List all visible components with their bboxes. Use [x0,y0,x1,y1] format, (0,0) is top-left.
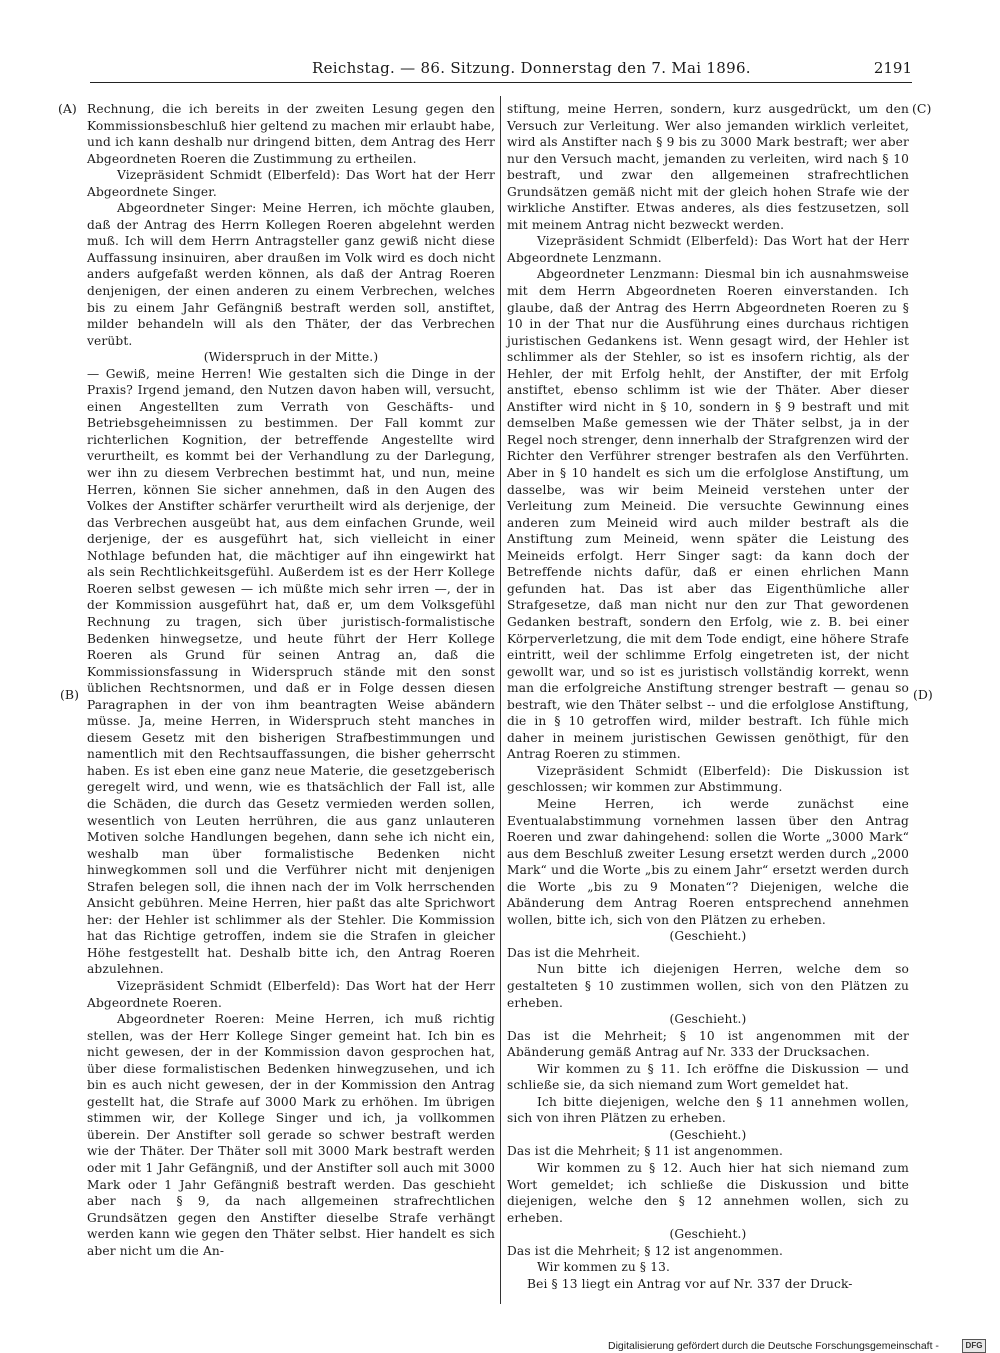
page-header [90,58,912,80]
paragraph: Meine Herren, ich werde zunächst eine Eventualabstimmung vornehmen lassen über den Antrag Roeren und zwar dahingehend: sollen die Worte „3000 Mark“ aus dem Beschluß zweiter Lesung ersetzt werden durch „2000 Mark“ und die Worte „bis zu einem Jahr“ ersetzt werden durch die Worte „bis zu 9 Monaten“? Diejenigen, welche die Abänderung dem Antrag Roeren entsprechend annehmen wollen, bitte ich, sich von den Plätzen zu erheben. [507,796,909,927]
footer-credit: Digitalisierung gefördert durch die Deutsche Forschungsgemeinschaft - [608,1340,939,1352]
interjection: (Geschieht.) [669,929,747,944]
paragraph: Das ist die Mehrheit; § 11 ist angenommen. [507,1144,784,1159]
margin-marker-b: (B) [60,687,79,702]
speaker-paragraph: Vizepräsident Schmidt (Elberfeld): Das Wort hat der Herr Abgeordnete Lenzmann. [507,234,909,265]
header-rule [90,82,912,83]
paragraph: Wir kommen zu § 11. Ich eröffne die Diskussion — und schließe sie, da sich niemand zum Wort gemeldet hat. [507,1061,909,1093]
paragraph: Das ist die Mehrheit; § 12 ist angenommen. [507,1243,784,1258]
paragraph: Bei § 13 liegt ein Antrag vor auf Nr. 337 der Druck- [527,1276,853,1291]
interjection: (Geschieht.) [669,1227,747,1242]
speaker-paragraph: Abgeordneter Roeren: Meine Herren, ich muß richtig stellen, was der Herr Kollege Singer gemeint hat. Ich bin es nicht gewesen, der in der Kommission davon gesprochen hat, über diese formalistischen Bedenken hinwegzusehen, und ich bin es auch nicht gewesen, der in der Kommission den Antrag gestellt hat, die Strafe auf 3000 Mark zu erhöhen. Im übrigen stimmen wir, der Kollege Singer und ich, ja vollkommen überein. Der Anstifter soll gerade so schwer bestraft werden wie der Thäter. Der Thäter soll mit 3000 Mark bestraft werden oder mit 1 Jahr Gefängniß, und der Anstifter soll auch mit 3000 Mark oder 1 Jahr Gefängniß bestraft werden. Das geschieht aber nach § 9, da nach allgemeinen strafrechtlichen Grundsätzen gegen den Anstifter dieselbe Strafe verhängt werden kann wie gegen den Thäter selbst. Hier handelt es sich aber nicht um die An- [87,1012,495,1258]
column-divider [500,96,501,1304]
paragraph: Ich bitte diejenigen, welche den § 11 annehmen wollen, sich von ihren Plätzen zu erheben. [507,1094,909,1126]
right-column [507,101,909,1292]
paragraph: Wir kommen zu § 13. [537,1260,671,1275]
speaker-paragraph: Abgeordneter Singer: Meine Herren, ich möchte glauben, daß der Antrag des Herrn Kollegen Roeren abgelehnt werden muß. Ich will dem Herrn Antragsteller ganz gewiß nicht diese Auffassung insinuiren, aber draußen im Volk wird es doch nicht anders aufgefaßt werden können, als daß der Antrag Roeren denjenigen, der einen anderen zu einem Verbrechen, welches bis zu einem Jahr Gefängniß bestraft werden soll, anstiftet, milder behandeln will als den Thäter, der das Verbrechen verübt. [87,201,495,348]
interjection: (Geschieht.) [669,1012,747,1027]
paragraph: Rechnung, die ich bereits in der zweiten Lesung gegen den Kommissionsbeschluß hier geltend zu machen mir erlaubt habe, und ich kann deshalb nur dringend bitten, dem Antrag des Herr Abgeordneten Roeren die Zustimmung zu ertheilen. [87,102,495,166]
paragraph: Wir kommen zu § 12. Auch hier hat sich niemand zum Wort gemeldet; ich schließe die Diskussion und bitte diejenigen, welche den § 12 annehmen wollen, sich zu erheben. [507,1161,909,1225]
paragraph: Das ist die Mehrheit; § 10 ist angenommen mit der Abänderung gemäß Antrag auf Nr. 333 der Drucksachen. [507,1028,909,1060]
left-column [87,101,495,1259]
page-number: 2191 [873,59,912,77]
dfg-logo[interactable]: DFG [962,1339,986,1353]
speaker-paragraph: Vizepräsident Schmidt (Elberfeld): Die Diskussion ist geschlossen; wir kommen zur Abstimmung. [507,763,909,795]
paragraph: — Gewiß, meine Herren! Wie gestalten sich die Dinge in der Praxis? Irgend jemand, den Nutzen davon haben will, versucht, einen Angestellten zum Verrath von Geschäfts- und Betriebsgeheimnissen zu bestimmen. Der Fall kommt zur richterlichen Kognition, der betreffende Angestellte wird verurtheilt, es kommt bei der Verhandlung zu der Darlegung, wer ihn zu diesem Verbrechen bestimmt hat, und nun, meine Herren, können Sie sicher annehmen, daß in den Augen des Volkes der Anstifter schärfer verurtheilt wird als derjenige, der das Verbrechen ausgeübt hat, aus dem einfachen Grunde, weil derjenige, der es ausgeführt hat, sich vielleicht in einer Nothlage befunden hat, die mächtiger auf ihn eingewirkt hat als sein Rechtlichkeitsgefühl. Außerdem ist es der Herr Kollege Roeren selbst gewesen — ich müßte mich sehr irren —, der in der Kommission ausgeführt hat, daß er, um dem Volksgefühl Rechnung zu tragen, sich über juristisch-formalistische Bedenken hinwegsetze, und heute führt der Herr Kollege Roeren als Grund für seinen Antrag an, daß die Kommissionsfassung in Widerspruch stände mit den sonst üblichen Rechtsnormen, und daß er in Folge dessen diesen Paragraphen in der von ihm beantragten Weise abändern müsse. Ja, meine Herren, in Widerspruch steht manches in diesem Gesetz mit den bisherigen Strafbestimmungen und namentlich mit den Rechtsauffassungen, die bisher geherrscht haben. Es ist eben eine ganz neue Materie, die gesetzgeberisch geregelt wird, und wenn, wie es thatsächlich der Fall ist, alle die Schäden, die durch das Gesetz vermieden werden sollen, wesentlich von Leuten herrühren, die aus ganz unlauteren Motiven solche Handlungen begehen, dann sehe ich nicht ein, weshalb man über formalistische Bedenken nicht hinwegkommen soll und die Verführer nicht mit denjenigen Strafen belegen soll, die ihnen nach der im Volk herrschenden Ansicht gebühren. Meine Herren, hier paßt das alte Sprichwort her: der Hehler ist schlimmer als der Stehler. Die Kommission hat das Richtige getroffen, indem sie die Strafen in gleicher Höhe festgestellt hat. Deshalb bitte ich, den Antrag Roeren abzulehnen. [87,366,495,977]
speaker-paragraph: Vizepräsident Schmidt (Elberfeld): Das Wort hat der Herr Abgeordnete Roeren. [87,978,495,1010]
paragraph: Nun bitte ich diejenigen Herren, welche dem so gestalteten § 10 zustimmen wollen, sich von den Plätzen zu erheben. [507,962,909,1010]
paragraph: stiftung, meine Herren, sondern, kurz ausgedrückt, um den Versuch zur Verleitung. Wer also jemanden wirklich verleitet, wird als Anstifter nach § 9 bis zu 3000 Mark bestraft; wer aber nur den Versuch macht, jemanden zu verleiten, wird nach § 10 bestraft, und zwar den allgemeinen strafrechtlichen Grundsätzen gemäß nicht mit der gleich hohen Strafe wie der wirkliche Anstifter. Etwas anderes, als dies festzusetzen, soll mit meinem Antrag nicht bezweckt werden. [507,102,909,232]
interjection: (Widerspruch in der Mitte.) [203,350,379,365]
paragraph: Das ist die Mehrheit. [507,945,641,960]
interjection: (Geschieht.) [669,1127,747,1142]
margin-marker-c: (C) [912,101,932,116]
margin-marker-d: (D) [913,687,933,702]
speaker-paragraph: Vizepräsident Schmidt (Elberfeld): Das Wort hat der Herr Abgeordnete Singer. [87,168,495,199]
header-title: Reichstag. — 86. Sitzung. Donnerstag den 7. Mai 1896. [312,59,751,77]
speaker-paragraph: Abgeordneter Lenzmann: Diesmal bin ich ausnahmsweise mit dem Herrn Abgeordneten Roeren einverstanden. Ich glaube, daß der Antrag des Herrn Abgeordneten Roeren zu § 10 in der That nur die Ausführung eines durchaus richtigen juristischen Gedankens ist. Wenn gesagt wird, der Hehler ist schlimmer als der Stehler, so ist es insofern richtig, als der Hehler, der mit Erfolg hehlt, der Anstifter, der mit Erfolg anstiftet, ebenso schlimm ist wie der Thäter. Aber dieser Anstifter wird nicht in § 10, sondern in § 9 bestraft und mit demselben Maße gemessen wie der Thäter selbst, ja in der Regel noch strenger, denn innerhalb der Strafgrenzen wird der Richter den Verführer strenger bestrafen als den Verführten. Aber in § 10 handelt es sich um die erfolglose Anstiftung, um dasselbe, was wir beim Meineid verstehen unter der Verleitung zum Meineid. Die versuchte Gewinnung eines anderen zum Meineid wird auch milder bestraft als die Anstiftung zum Meineid, wenn später die Leistung des Meineids erfolgt. Herr Singer sagt: da kann doch der Betreffende nichts dafür, daß er einen ehrlichen Mann gefunden hat. Das ist aber das Eigenthümliche aller Strafgesetze, daß man nicht nur den zur That gewordenen Gedanken bestraft, sondern den Erfolg, wie z. B. bei einer Körperverletzung, die mit dem Tode endigt, eine höhere Strafe eintritt, weil der schlimme Erfolg eingetreten ist, der nicht gewollt war, und so ist es juristisch vollständig korrekt, wenn man die erfolgreiche Anstiftung strenger bestraft — genau so bestraft, wie den Thäter selbst -- und die erfolglose Anstiftung, die in § 10 getroffen wird, milder bestraft. Ich fühle mich daher in meinem juristischen Gewissen genöthigt, für den Antrag Roeren zu stimmen. [507,267,909,762]
margin-marker-a: (A) [58,101,77,116]
